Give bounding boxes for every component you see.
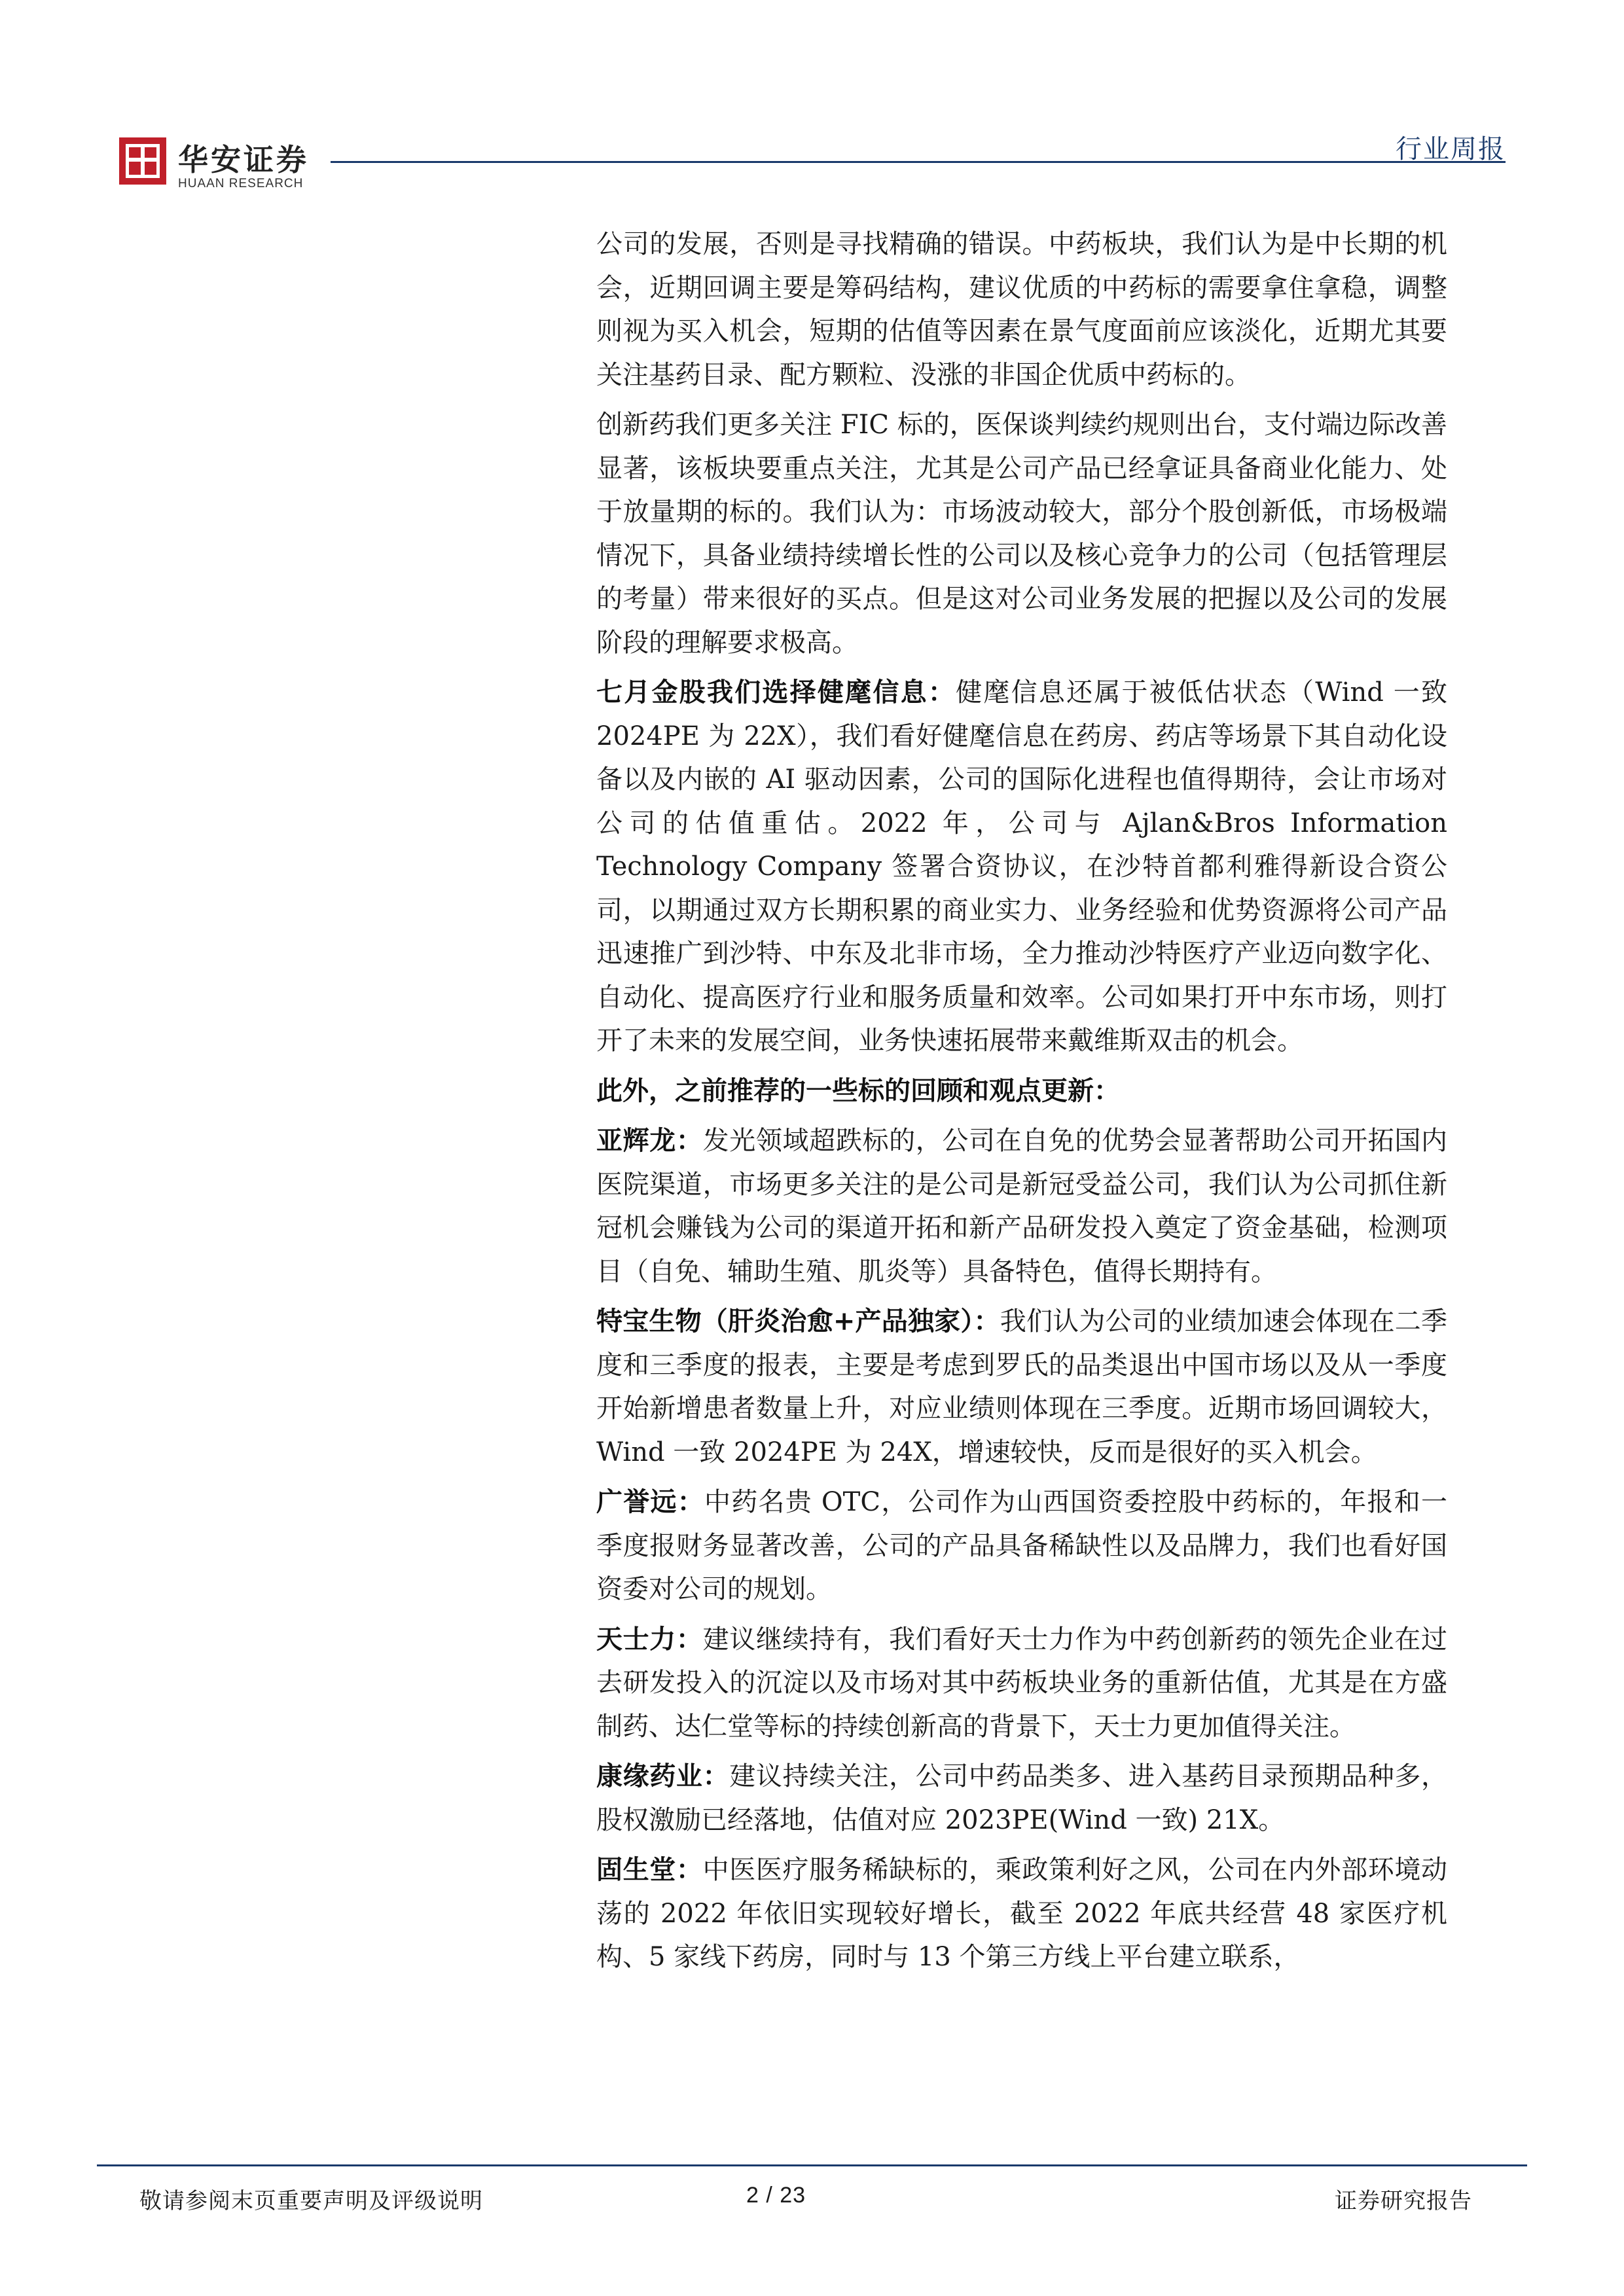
- paragraph: 特宝生物（肝炎治愈+产品独家）：我们认为公司的业绩加速会体现在二季度和三季度的报表，主要是考虑到罗氏的品类退出中国市场以及从一季度开始新增患者数量上升，对应业绩则体现在三季度。近期市场回调较大，Wind 一致 2024PE 为 24X，增速较快，反而是很好的买入机会。: [596, 1306, 1448, 1467]
- paragraph: 固生堂：中医医疗服务稀缺标的，乘政策利好之风，公司在内外部环境动荡的 2022 年依旧实现较好增长，截至 2022 年底共经营 48 家医疗机构、5 家线下药房，同时与 13 个第三方线上平台建立联系，: [596, 1854, 1448, 1972]
- paragraph: 公司的发展，否则是寻找精确的错误。中药板块，我们认为是中长期的机会，近期回调主要是筹码结构，建议优质的中药标的需要拿住拿稳，调整则视为买入机会，短期的估值等因素在景气度面前应该淡化，近期尤其要关注基药目录、配方颗粒、没涨的非国企优质中药标的。: [596, 229, 1447, 390]
- paragraph: 此外，之前推荐的一些标的回顾和观点更新：: [596, 1075, 1120, 1106]
- header-divider: [331, 161, 1506, 163]
- paragraph: 康缘药业：建议持续关注，公司中药品类多、进入基药目录预期品种多，股权激励已经落地，估值对应 2023PE(Wind 一致) 21X。: [596, 1761, 1448, 1835]
- footer-divider: [97, 2164, 1527, 2166]
- footer-disclaimer: 敬请参阅末页重要声明及评级说明: [139, 2188, 483, 2214]
- paragraph: 创新药我们更多关注 FIC 标的，医保谈判续约规则出台，支付端边际改善显著，该板块要重点关注，尤其是公司产品已经拿证具备商业化能力、处于放量期的标的。我们认为：市场波动较大，部分个股创新低，市场极端情况下，具备业绩持续增长性的公司以及核心竞争力的公司（包括管理层的考量）带来很好的买点。但是这对公司业务发展的把握以及公司的发展阶段的理解要求极高。: [596, 410, 1447, 658]
- paragraph: 亚辉龙：发光领域超跌标的，公司在自免的优势会显著帮助公司开拓国内医院渠道，市场更多关注的是公司是新冠受益公司，我们认为公司抓住新冠机会赚钱为公司的渠道开拓和新产品研发投入奠定了资金基础，检测项目（自免、辅助生殖、肌炎等）具备特色，值得长期持有。: [596, 1125, 1448, 1287]
- paragraph: 七月金股我们选择健麾信息：健麾信息还属于被低估状态（Wind 一致 2024PE 为 22X），我们看好健麾信息在药房、药店等场景下其自动化设备以及内嵌的 AI 驱动因素，公司的国际化进程也值得期待，会让市场对公司的估值重估。2022 年，公司与 Ajlan&Bros Information Technology Company 签署合资协议，在沙特首都利雅得新设合资公司，以期通过双方长期积累的商业实力、业务经验和优势资源将公司产品迅速推广到沙特、中东及北非市场，全力推动沙特医疗产业迈向数字化、自动化、提高医疗行业和服务质量和效率。公司如果打开中东市场，则打开了未来的发展空间，业务快速拓展带来戴维斯双击的机会。: [596, 677, 1448, 1056]
- footer-doc-type: 证券研究报告: [1335, 2188, 1472, 2214]
- report-type-label: 行业周报: [1396, 134, 1506, 164]
- page-number: 2 / 23: [746, 2183, 806, 2208]
- logo-wordmark-en: HUAAN RESEARCH: [178, 177, 304, 190]
- report-body: [596, 223, 1447, 1986]
- huaan-logo-icon: [119, 137, 166, 185]
- logo-wordmark-cn: 华安证券: [178, 142, 309, 177]
- paragraph: 天士力：建议继续持有，我们看好天士力作为中药创新药的领先企业在过去研发投入的沉淀以及市场对其中药板块业务的重新估值，尤其是在方盛制药、达仁堂等标的持续创新高的背景下，天士力更加值得关注。: [596, 1623, 1448, 1742]
- paragraph: 广誉远：中药名贵 OTC，公司作为山西国资委控股中药标的，年报和一季度报财务显著改善，公司的产品具备稀缺性以及品牌力，我们也看好国资委对公司的规划。: [596, 1486, 1448, 1604]
